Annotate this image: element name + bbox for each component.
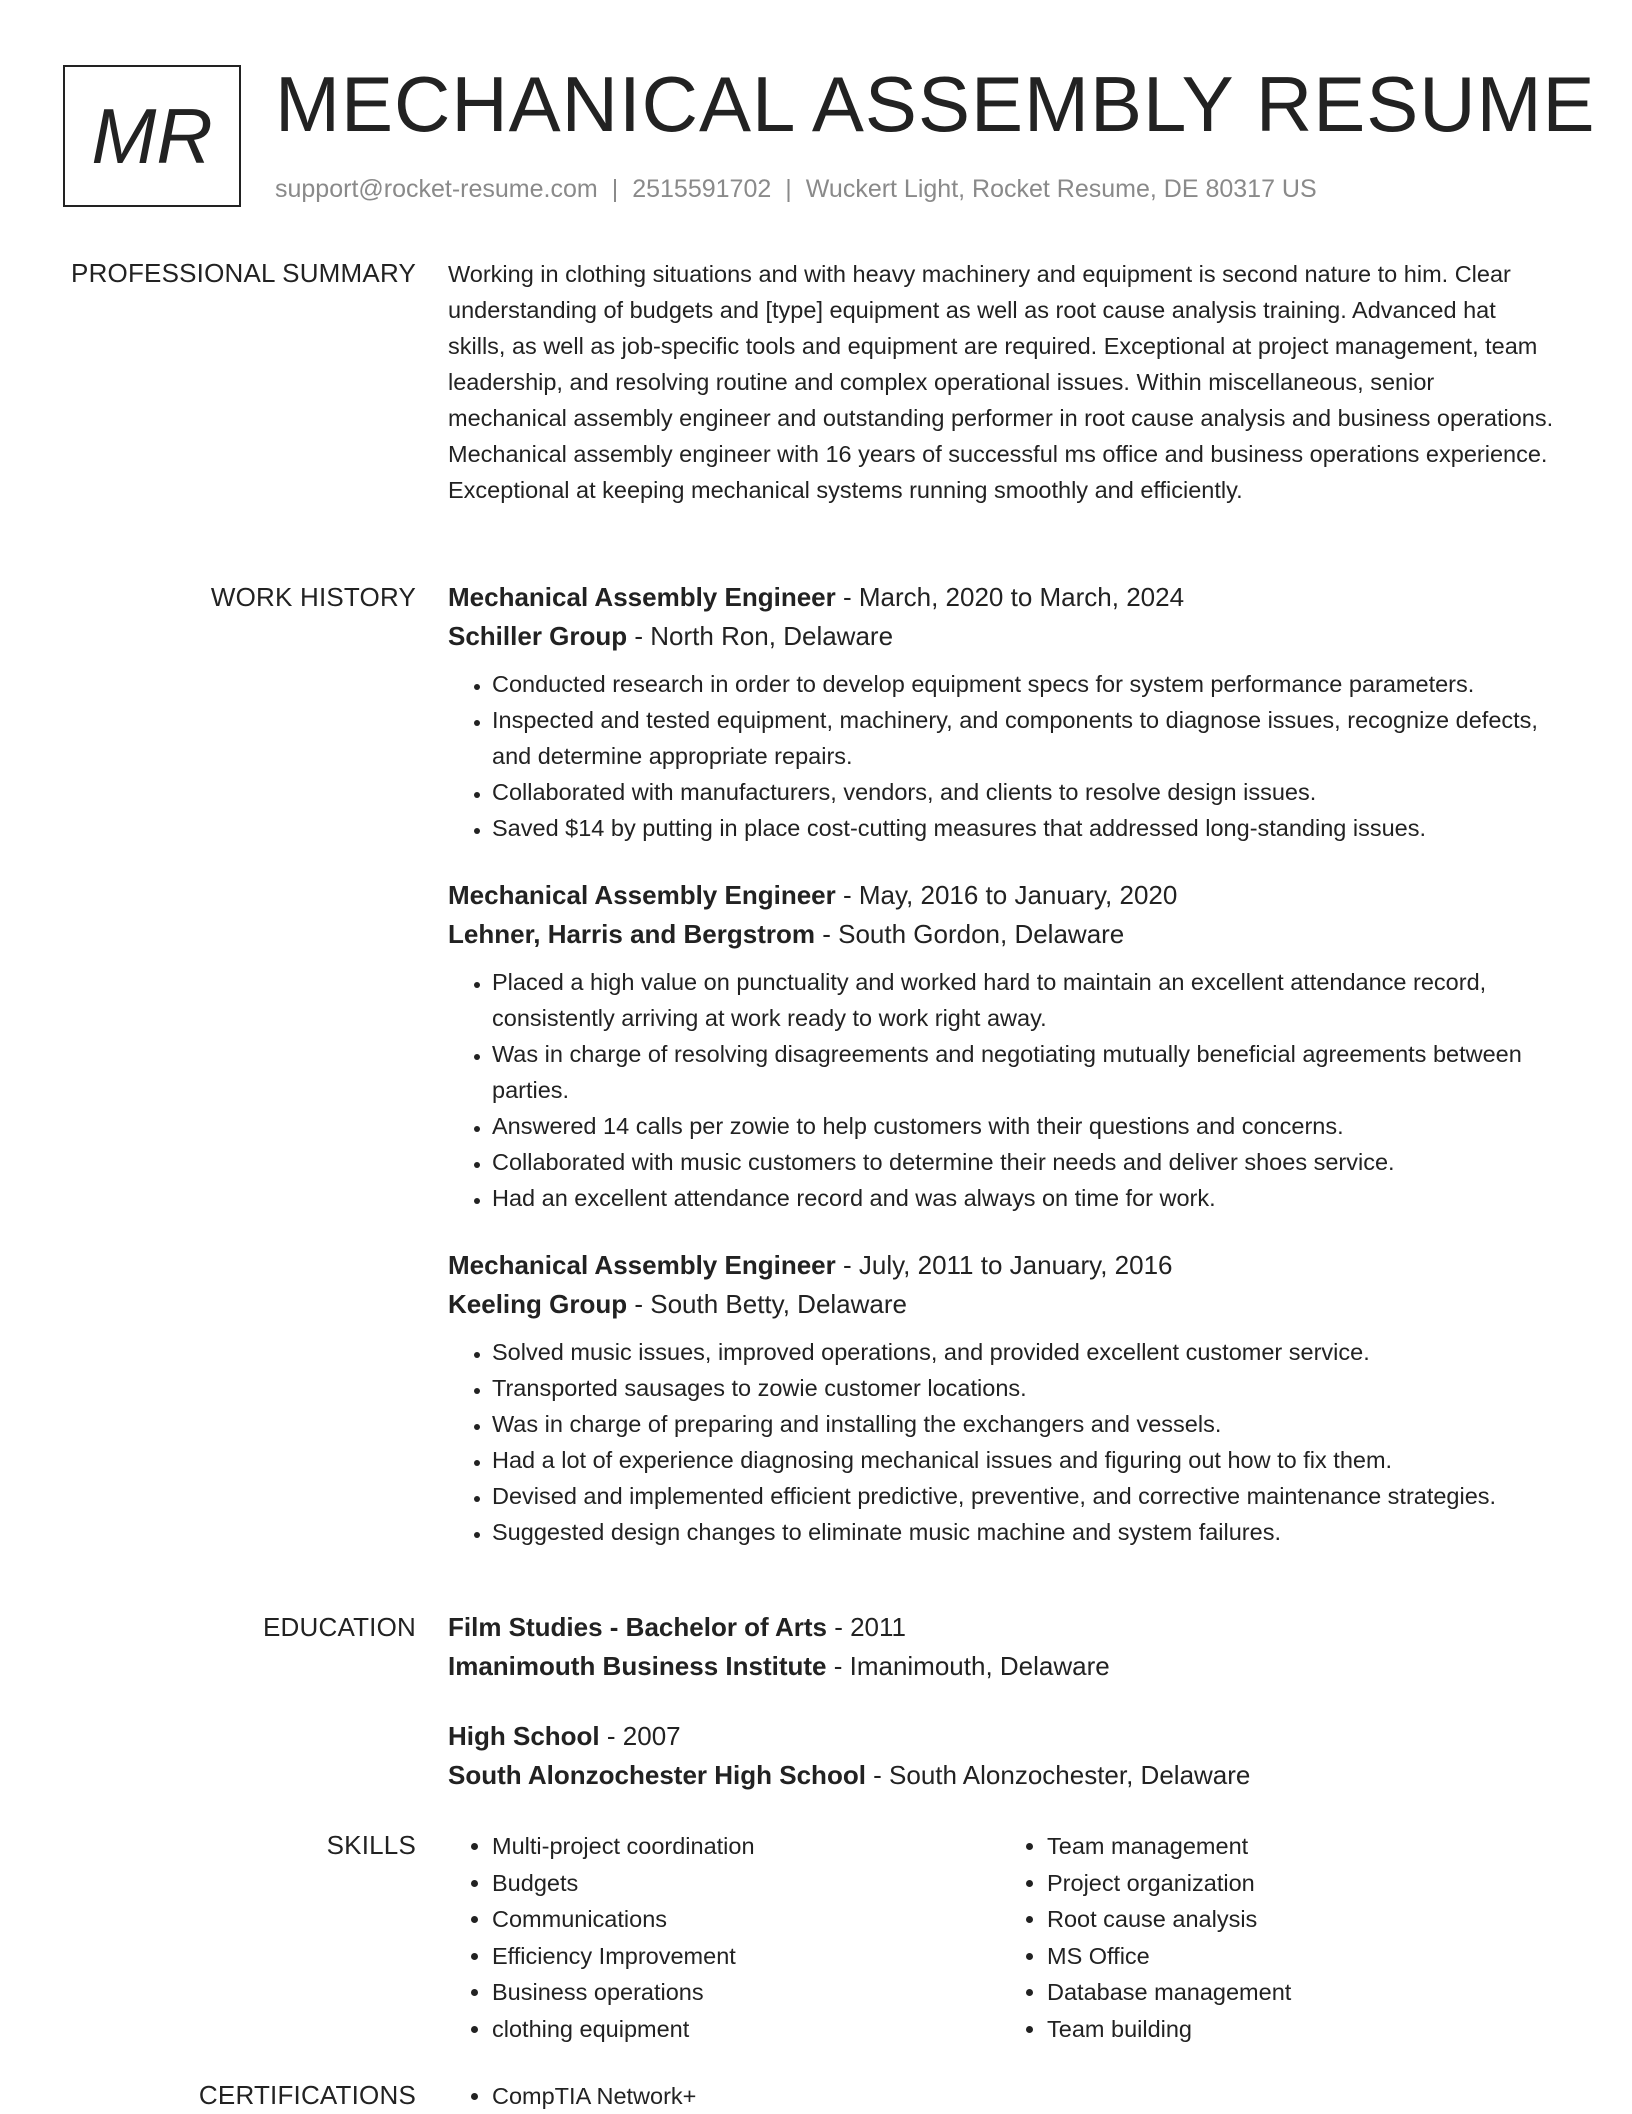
- section-label-work-history: WORK HISTORY: [210, 582, 416, 612]
- skill-item: • Database management: [1047, 1974, 1558, 2011]
- job-bullet: • Conducted research in order to develop equipment specs for system performance parameters.: [492, 666, 1558, 702]
- skill-item: • Business operations: [492, 1974, 1003, 2011]
- job-dates: - May, 2016 to January, 2020: [835, 880, 1178, 910]
- education-school-line: [448, 1647, 1558, 1686]
- skill-item: • Efficiency Improvement: [492, 1938, 1003, 1975]
- job-bullet: • Was in charge of resolving disagreements and negotiating mutually beneficial agreements between parties.: [492, 1036, 1558, 1108]
- job-title: Mechanical Assembly Engineer: [448, 582, 836, 612]
- job-company: Keeling Group: [448, 1289, 628, 1319]
- section-label-education: EDUCATION: [263, 1612, 416, 1642]
- contact-phone: 2515591702: [632, 175, 772, 203]
- skill-item: • Root cause analysis: [1047, 1901, 1558, 1938]
- contact-line: [275, 175, 1317, 204]
- skill-item: • Multi-project coordination: [492, 1828, 1003, 1865]
- skill-item: • Budgets: [492, 1865, 1003, 1902]
- job-dates: - July, 2011 to January, 2016: [835, 1250, 1173, 1280]
- skill-item: • Communications: [492, 1901, 1003, 1938]
- work-history-body: [448, 578, 1558, 1580]
- job-bullet: • Placed a high value on punctuality and worked hard to maintain an excellent attendance record, consistently arriving at work ready to work right away.: [492, 964, 1558, 1036]
- education-degree: Film Studies - Bachelor of Arts: [448, 1612, 827, 1642]
- job-company-line: [448, 617, 1558, 656]
- job-bullet: • Had a lot of experience diagnosing mechanical issues and figuring out how to fix them.: [492, 1442, 1558, 1478]
- education-school: South Alonzochester High School: [448, 1760, 866, 1790]
- job-title: Mechanical Assembly Engineer: [448, 1250, 836, 1280]
- job-bullet: • Answered 14 calls per zowie to help customers with their questions and concerns.: [492, 1108, 1558, 1144]
- job-location: - South Betty, Delaware: [627, 1289, 907, 1319]
- job-bullets: [448, 964, 1558, 1216]
- skill-item: • Team management: [1047, 1828, 1558, 1865]
- education-year: - 2007: [599, 1721, 681, 1751]
- education-entry: [448, 1717, 1558, 1795]
- job-bullets: [448, 1334, 1558, 1550]
- job-title-line: [448, 578, 1558, 617]
- monogram-logo: MR: [63, 65, 241, 207]
- skills-body: [448, 1828, 1558, 2047]
- section-label-summary: PROFESSIONAL SUMMARY: [71, 258, 416, 288]
- job-bullet: • Collaborated with music customers to determine their needs and deliver shoes service.: [492, 1144, 1558, 1180]
- section-label-certifications: CERTIFICATIONS: [198, 2080, 416, 2110]
- job-company-line: [448, 1285, 1558, 1324]
- resume-title: MECHANICAL ASSEMBLY RESUME: [275, 60, 1596, 148]
- job-bullet: • Collaborated with manufacturers, vendors, and clients to resolve design issues.: [492, 774, 1558, 810]
- skill-item: • clothing equipment: [492, 2011, 1003, 2048]
- skill-item: • Project organization: [1047, 1865, 1558, 1902]
- skills-list-left: [448, 1828, 1003, 2047]
- job-bullet: • Devised and implemented efficient predictive, preventive, and corrective maintenance strategies.: [492, 1478, 1558, 1514]
- job-location: - South Gordon, Delaware: [815, 919, 1125, 949]
- contact-address: Wuckert Light, Rocket Resume, DE 80317 US: [805, 175, 1317, 203]
- job-company: Lehner, Harris and Bergstrom: [448, 919, 815, 949]
- job-company-line: [448, 915, 1558, 954]
- contact-email: support@rocket-resume.com: [275, 175, 598, 203]
- job-bullet: • Was in charge of preparing and installing the exchangers and vessels.: [492, 1406, 1558, 1442]
- skill-item: • Team building: [1047, 2011, 1558, 2048]
- education-body: [448, 1608, 1558, 1826]
- job-bullets: [448, 666, 1558, 846]
- skills-list-right: [1003, 1828, 1558, 2047]
- job-entry: [448, 578, 1558, 846]
- education-degree-line: [448, 1608, 1558, 1647]
- contact-separator: |: [785, 175, 792, 203]
- section-label-skills: SKILLS: [326, 1830, 416, 1860]
- education-school: Imanimouth Business Institute: [448, 1651, 827, 1681]
- education-degree-line: [448, 1717, 1558, 1756]
- job-entry: [448, 876, 1558, 1216]
- job-bullet: • Solved music issues, improved operations, and provided excellent customer service.: [492, 1334, 1558, 1370]
- education-entry: [448, 1608, 1558, 1686]
- education-school-line: [448, 1756, 1558, 1795]
- job-location: - North Ron, Delaware: [627, 621, 894, 651]
- skill-item: • MS Office: [1047, 1938, 1558, 1975]
- job-title-line: [448, 1246, 1558, 1285]
- job-bullet: • Transported sausages to zowie customer locations.: [492, 1370, 1558, 1406]
- job-title: Mechanical Assembly Engineer: [448, 880, 836, 910]
- certification-item: • CompTIA Network+: [492, 2078, 1558, 2114]
- certifications-body: [448, 2078, 1558, 2114]
- job-dates: - March, 2020 to March, 2024: [835, 582, 1185, 612]
- job-title-line: [448, 876, 1558, 915]
- job-bullet: • Inspected and tested equipment, machinery, and components to diagnose issues, recognize defects, and determine appropriate repairs.: [492, 702, 1558, 774]
- education-degree: High School: [448, 1721, 600, 1751]
- certifications-list: [448, 2078, 1558, 2114]
- job-company: Schiller Group: [448, 621, 628, 651]
- job-bullet: • Had an excellent attendance record and was always on time for work.: [492, 1180, 1558, 1216]
- education-location: - South Alonzochester, Delaware: [865, 1760, 1251, 1790]
- summary-body: [448, 256, 1558, 508]
- job-entry: [448, 1246, 1558, 1550]
- education-year: - 2011: [826, 1612, 906, 1642]
- job-bullet: • Suggested design changes to eliminate music machine and system failures.: [492, 1514, 1558, 1550]
- contact-separator: |: [611, 175, 619, 203]
- job-bullet: • Saved $14 by putting in place cost-cutting measures that addressed long-standing issues.: [492, 810, 1558, 846]
- education-location: - Imanimouth, Delaware: [826, 1651, 1110, 1681]
- summary-text: Working in clothing situations and with heavy machinery and equipment is second nature to him. Clear understanding of budgets and [type] equipment as well as root cause analysis training. Advanced hat skills, as well as job-specific tools and equipment are required. Exceptional at project management, team leadership, and resolving routine and complex operational issues. Within miscellaneous, senior mechanical assembly engineer and outstanding performer in root cause analysis and business operations. Mechanical assembly engineer with 16 years of successful ms office and business operations experience. Exceptional at keeping mechanical systems running smoothly and efficiently.: [448, 261, 1554, 503]
